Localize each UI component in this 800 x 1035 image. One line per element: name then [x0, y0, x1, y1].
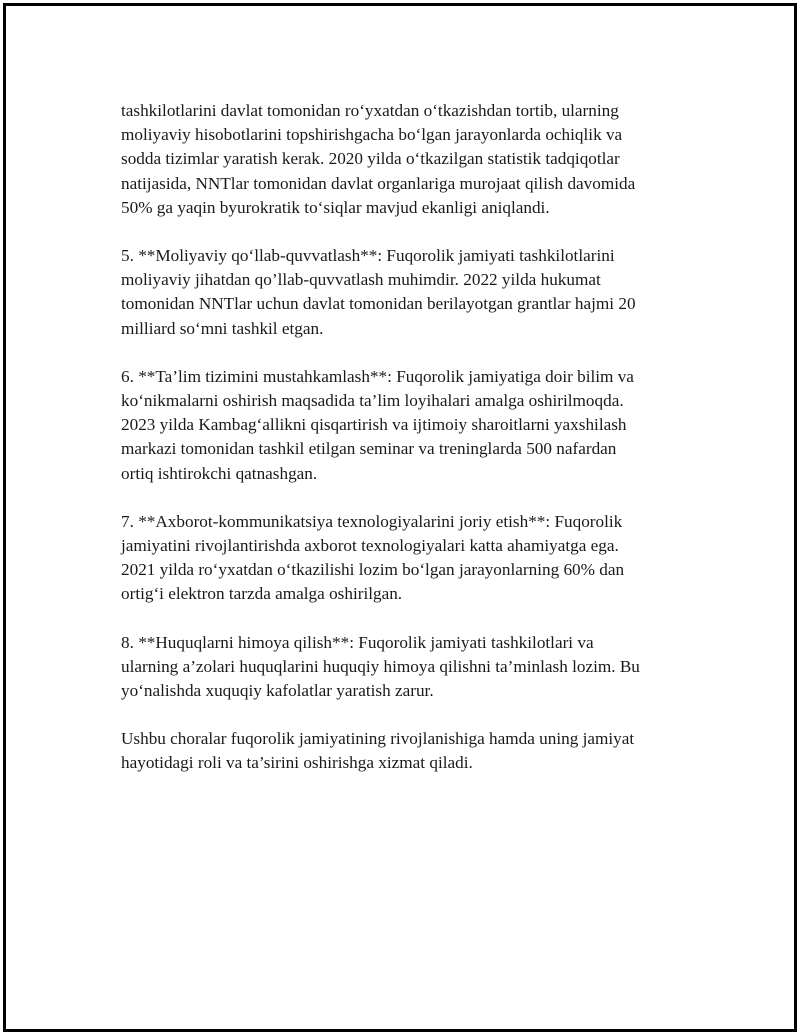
paragraph-intro-continuation: tashkilotlarini davlat tomonidan ro‘yxatdan o‘tkazishdan tortib, ularning moliyaviy hisobotlarini topshirishgacha bo‘lgan jarayonlarda ochiqlik va sodda tizimlar yaratish kerak. 2020 yilda o‘tkazilgan statistik tadqiqotlar natijasida, NNTlar tomonidan davlat organlariga murojaat qilish davomida 50% ga yaqin byurokratik to‘siqlar mavjud ekanligi aniqlandi.	[121, 101, 636, 217]
page-frame	[3, 3, 797, 1032]
paragraph-item-8-rights-protection: 8. **Huquqlarni himoya qilish**: Fuqorolik jamiyati tashkilotlari va ularning a’zolari huquqlarini huquqiy himoya qilishni ta’minlash lozim. Bu yo‘nalishda xuquqiy kafolatlar yaratish zarur.	[121, 632, 640, 701]
paragraph-item-5-financial-support: 5. **Moliyaviy qo‘llab-quvvatlash**: Fuqorolik jamiyati tashkilotlarini moliyaviy jihatdan qo’llab-quvvatlash muhimdir. 2022 yilda hukumat tomonidan NNTlar uchun davlat tomonidan berilayotgan grantlar hajmi 20 milliard so‘mni tashkil etgan.	[121, 246, 636, 338]
paragraph-item-7-ict: 7. **Axborot-kommunikatsiya texnologiyalarini joriy etish**: Fuqorolik jamiyatini rivojlantirishda axborot texnologiyalari katta ahamiyatga ega. 2021 yilda ro‘yxatdan o‘tkazilishi lozim bo‘lgan jarayonlarning 60% dan ortig‘i elektron tarzda amalga oshirilgan.	[121, 511, 625, 604]
paragraph-conclusion: Ushbu choralar fuqorolik jamiyatining rivojlanishiga hamda uning jamiyat hayotidagi roli va ta’sirini oshirishga xizmat qiladi.	[121, 729, 635, 773]
document-body	[121, 99, 701, 800]
paragraph-item-6-education: 6. **Ta’lim tizimini mustahkamlash**: Fuqorolik jamiyatiga doir bilim va ko‘nikmalarni oshirish maqsadida ta’lim loyihalari amalga oshirilmoqda. 2023 yilda Kambag‘allikni qisqartirish va ijtimoiy sharoitlarni yaxshilash markazi tomonidan tashkil etilgan seminar va treninglarda 500 nafardan ortiq ishtirokchi qatnashgan.	[121, 366, 634, 483]
